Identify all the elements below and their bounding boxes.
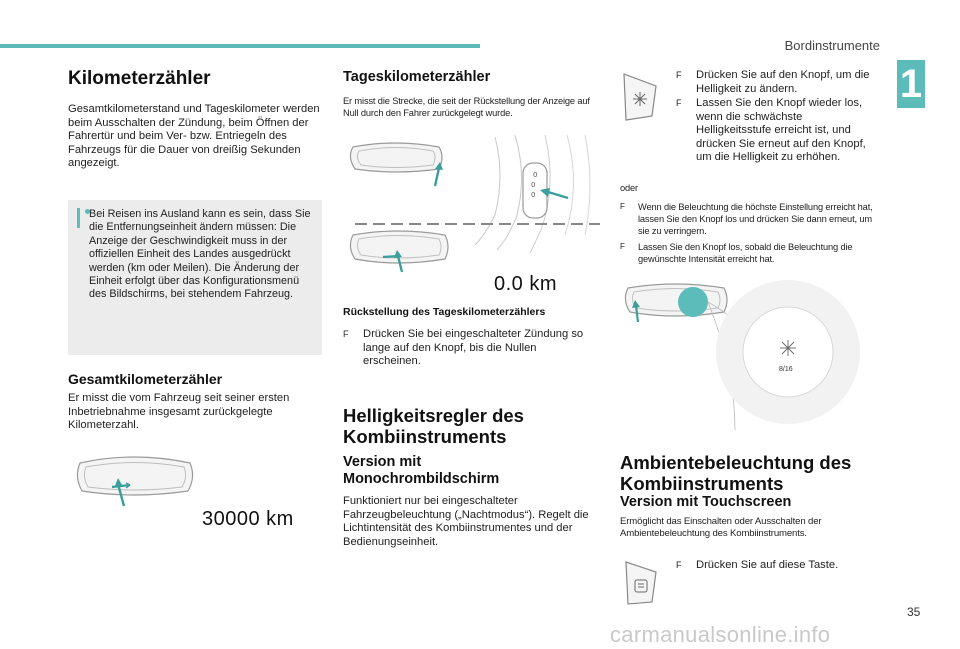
total-odometer-display: 30000 km bbox=[202, 508, 294, 530]
or-label: oder bbox=[620, 183, 639, 193]
ambient-title-line1: Ambientebeleuchtung des bbox=[620, 452, 852, 473]
brightness-version-line2: Monochrombildschirm bbox=[343, 471, 500, 487]
press-arrow-icon bbox=[540, 186, 570, 204]
svg-text:0: 0 bbox=[531, 181, 536, 189]
bullet-text: Wenn die Beleuchtung die höchste Einstellung erreicht hat, lassen Sie den Knopf los und drücken Sie dann erneut, um sie zu verringern. bbox=[638, 202, 873, 236]
brightness-title-line2: Kombiinstruments bbox=[343, 426, 507, 447]
bullet-text: Drücken Sie auf den Knopf, um die Helligkeit zu ändern. bbox=[696, 69, 870, 95]
bullet-text: Lassen Sie den Knopf los, sobald die Beleuchtung die gewünschte Intensität erreicht hat. bbox=[638, 242, 853, 264]
total-odometer-text: Er misst die vom Fahrzeug seit seiner ersten Inbetriebnahme insgesamt zurückgelegte Kilometerzahl. bbox=[68, 392, 290, 432]
info-box bbox=[68, 200, 322, 355]
odometer-title: Kilometerzähler bbox=[68, 68, 211, 89]
brightness-level-label: 8/16 bbox=[779, 366, 793, 373]
dashed-divider bbox=[355, 222, 600, 226]
press-arrow-icon bbox=[427, 162, 447, 188]
bullet-text: Drücken Sie bei eingeschalteter Zündung so lange auf den Knopf, bis die Nullen erscheinen. bbox=[363, 328, 584, 368]
bullet-marker: F bbox=[343, 329, 349, 339]
trip-reset-title: Rückstellung des Tageskilometerzählers bbox=[343, 306, 546, 318]
bullet-marker: F bbox=[620, 242, 625, 251]
press-arrow-icon bbox=[631, 300, 645, 324]
trip-text: Er misst die Strecke, die seit der Rückstellung der Anzeige auf Null durch den Fahrer zurückgelegt wurde. bbox=[343, 96, 590, 118]
chapter-number: 1 bbox=[897, 60, 925, 108]
press-arrow-icon bbox=[112, 478, 132, 508]
bullet-marker: F bbox=[676, 98, 682, 108]
total-odometer-title: Gesamtkilometerzähler bbox=[68, 371, 223, 387]
section-title: Bordinstrumente bbox=[784, 38, 880, 53]
svg-text:0: 0 bbox=[533, 171, 538, 179]
trip-display: 0.0 km bbox=[494, 273, 558, 295]
bullet-marker: F bbox=[676, 70, 682, 80]
ambient-light-button-icon bbox=[622, 558, 662, 608]
ambient-version-title: Version mit Touchscreen bbox=[620, 494, 792, 510]
bullet-marker: F bbox=[620, 202, 625, 211]
watermark: carmanualsonline.info bbox=[610, 622, 831, 647]
brightness-text: Funktioniert nur bei eingeschalteter Fahrzeugbeleuchtung („Nachtmodus“). Regelt die Lichtintensität des Kombiinstrumentes und der Bedienungseinheit. bbox=[343, 495, 589, 548]
brightness-title bbox=[343, 405, 524, 447]
info-icon bbox=[77, 208, 80, 228]
brightness-version-title bbox=[343, 454, 499, 488]
press-arrow-icon bbox=[392, 250, 410, 274]
info-box-text: Bei Reisen ins Ausland kann es sein, dass Sie die Entfernungseinheit ändern müssen: Die Anzeige der Geschwindigkeit muss in der offiziellen Einheit des Landes ausgedrückt werden (km oder Meilen). Die Änderung der Einheit erfolgt über das Konfigurationsmenü des Bildschirms, bei stehendem Fahrzeug. bbox=[89, 208, 311, 301]
svg-text:0: 0 bbox=[531, 191, 536, 199]
ambient-text: Ermöglicht das Einschalten oder Ausschalten der Ambientebeleuchtung des Kombiinstruments. bbox=[620, 516, 822, 539]
bullet-text: Drücken Sie auf diese Taste. bbox=[696, 559, 839, 571]
header-accent-bar bbox=[0, 44, 480, 48]
trip-title: Tageskilometerzähler bbox=[343, 69, 491, 85]
odometer-intro: Gesamtkilometerstand und Tageskilometer werden beim Ausschalten der Zündung, beim Öffnen der Fahrertür und beim Ver- bzw. Entriegeln des Fahrzeugs für die Dauer von dreißig Sekunden angezeigt. bbox=[68, 103, 320, 170]
odometer-button-illustration bbox=[72, 455, 197, 510]
ambient-title bbox=[620, 452, 851, 494]
brightness-button-icon bbox=[620, 70, 660, 125]
brightness-version-line1: Version mit bbox=[343, 454, 422, 470]
brightness-title-line1: Helligkeitsregler des bbox=[343, 405, 524, 426]
bullet-marker: F bbox=[676, 560, 682, 570]
bullet-text: Lassen Sie den Knopf wieder los, wenn die schwächste Helligkeitsstufe erreicht ist, und drücken Sie erneut auf den Knopf, um die Helligkeit zu erhöhen. bbox=[696, 97, 866, 164]
ambient-title-line2: Kombiinstruments bbox=[620, 473, 784, 494]
page-number: 35 bbox=[907, 605, 921, 619]
brightness-illustration bbox=[620, 280, 860, 440]
